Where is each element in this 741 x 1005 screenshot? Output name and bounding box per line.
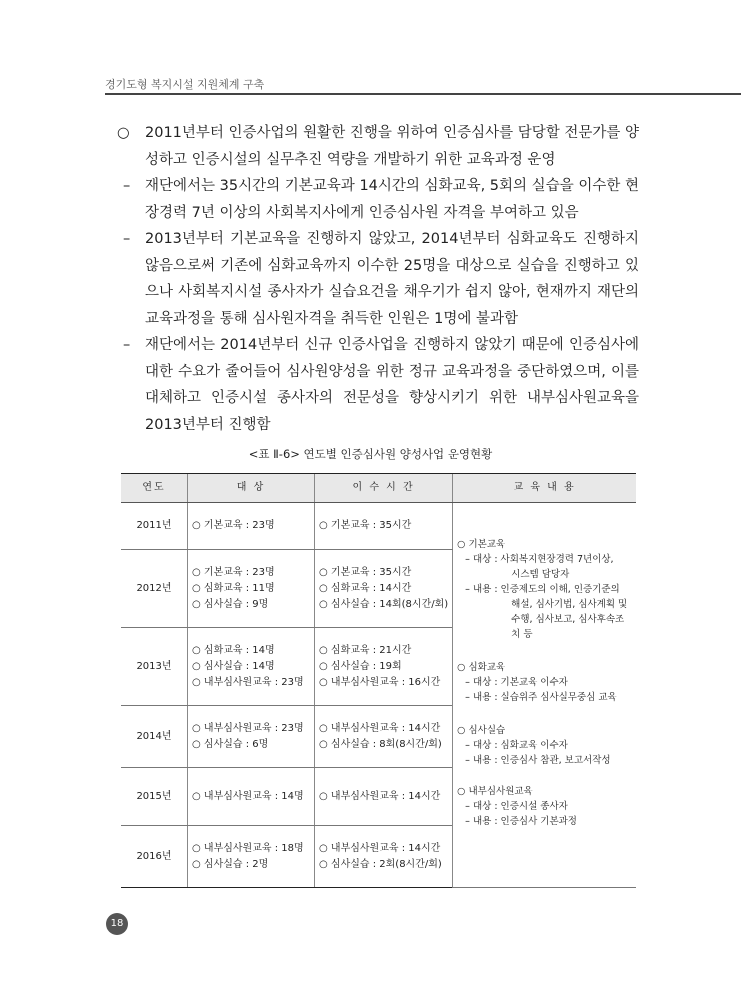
content-line: 시스템 담당자	[511, 569, 570, 580]
target-item: ○ 심사실습 : 6명	[192, 738, 269, 750]
content-line: – 대상 : 사회복지현장경력 7년이상,	[465, 554, 614, 565]
paragraph-text: 2013년부터 기본교육을 진행하지 않았고, 2014년부터 심화교육도 진행하지 않음으로써 기존에 심화교육까지 이수한 25명을 대상으로 실습을 진행하고 있으나 사회복지시설 종사자가 실습요건을 채우기가 쉽지 않아, 현재까지 재단의 교육과정을 통해 심사원자격을 취득한 인원은 1명에 불과함	[145, 231, 639, 327]
table-caption: <표 Ⅱ-6> 연도별 인증심사원 양성사업 운영현황	[248, 447, 493, 461]
year-cell: 2014년	[121, 706, 188, 768]
content-line: – 내용 : 인증심사 기본과정	[465, 816, 577, 827]
year-cell: 2013년	[121, 628, 188, 706]
content-line: 수행, 심사보고, 심사후속조	[511, 614, 625, 625]
year-cell: 2011년	[121, 503, 188, 550]
content-line: 해설, 심사기법, 심사계획 및	[511, 599, 628, 610]
hours-item: ○ 심사실습 : 2회(8시간/회)	[319, 858, 442, 870]
content-line: – 내용 : 실습위주 심사실무중심 교육	[465, 692, 617, 703]
header-hours: 이 수 시 간	[315, 474, 453, 503]
target-item: ○ 기본교육 : 23명	[192, 566, 275, 578]
hours-item: ○ 심사실습 : 14회(8시간/회)	[319, 598, 449, 610]
content-line: ○ 내부심사원교육	[457, 786, 533, 797]
content-line: – 대상 : 기본교육 이수자	[465, 677, 568, 688]
bullet-paragraph	[117, 120, 639, 173]
circle-bullet: ○	[117, 125, 130, 141]
year-cell: 2016년	[121, 826, 188, 888]
hours-cell	[315, 768, 453, 826]
target-cell	[188, 826, 315, 888]
hours-cell	[315, 826, 453, 888]
content-line: 치 등	[511, 629, 533, 640]
hours-item: ○ 내부심사원교육 : 14시간	[319, 722, 441, 734]
hours-cell	[315, 706, 453, 768]
hours-item: ○ 심사실습 : 8회(8시간/회)	[319, 738, 442, 750]
dash-paragraph	[117, 173, 639, 226]
content-cell	[453, 503, 636, 888]
target-item: ○ 기본교육 : 23명	[192, 520, 275, 531]
target-item: ○ 내부심사원교육 : 18명	[192, 842, 304, 854]
content-line: – 내용 : 인증제도의 이해, 인증기준의	[465, 584, 620, 595]
header-content: 교 육 내 용	[453, 474, 636, 503]
dash-bullet: –	[123, 337, 131, 353]
header-rule	[105, 93, 741, 95]
hours-item: ○ 기본교육 : 35시간	[319, 520, 412, 531]
body-text	[117, 120, 639, 438]
content-line: – 대상 : 인증시설 종사자	[465, 801, 568, 812]
hours-item: ○ 내부심사원교육 : 16시간	[319, 676, 441, 688]
hours-cell	[315, 550, 453, 628]
content-line: – 내용 : 인증심사 참관, 보고서작성	[465, 755, 611, 766]
paragraph-text: 2011년부터 인증사업의 원활한 진행을 위하여 인증심사를 담당할 전문가를 양성하고 인증시설의 실무추진 역량을 개발하기 위한 교육과정 운영	[145, 125, 639, 168]
hours-cell	[315, 628, 453, 706]
target-item: ○ 내부심사원교육 : 14명	[192, 790, 304, 802]
hours-item: ○ 기본교육 : 35시간	[319, 566, 412, 578]
year-cell: 2012년	[121, 550, 188, 628]
content-line: – 대상 : 심화교육 이수자	[465, 740, 568, 751]
dash-paragraph	[117, 332, 639, 438]
target-item: ○ 심화교육 : 14명	[192, 644, 275, 656]
running-header: 경기도형 복지시설 지원체계 구축	[105, 78, 265, 91]
target-cell	[188, 706, 315, 768]
content-line: ○ 심화교육	[457, 662, 506, 673]
target-cell	[188, 503, 315, 550]
page-number: 18	[106, 913, 128, 935]
paragraph-text: 재단에서는 35시간의 기본교육과 14시간의 심화교육, 5회의 실습을 이수한 현장경력 7년 이상의 사회복지사에게 인증심사원 자격을 부여하고 있음	[145, 178, 639, 221]
training-table	[121, 473, 636, 888]
hours-item: ○ 심화교육 : 21시간	[319, 644, 412, 656]
header-year: 연도	[121, 474, 188, 503]
hours-item: ○ 심화교육 : 14시간	[319, 582, 412, 594]
hours-item: ○ 심사실습 : 19회	[319, 660, 402, 672]
target-item: ○ 내부심사원교육 : 23명	[192, 722, 304, 734]
hours-item: ○ 내부심사원교육 : 14시간	[319, 842, 441, 854]
target-cell	[188, 628, 315, 706]
header-target: 대 상	[188, 474, 315, 503]
hours-item: ○ 내부심사원교육 : 14시간	[319, 790, 441, 802]
target-item: ○ 심화교육 : 11명	[192, 582, 275, 594]
target-item: ○ 심사실습 : 2명	[192, 858, 269, 870]
dash-paragraph	[117, 226, 639, 332]
target-cell	[188, 550, 315, 628]
hours-cell	[315, 503, 453, 550]
content-line: ○ 심사실습	[457, 725, 506, 736]
content-line: ○ 기본교육	[457, 539, 506, 550]
year-cell: 2015년	[121, 768, 188, 826]
dash-bullet: –	[123, 178, 131, 194]
dash-bullet: –	[123, 231, 131, 247]
target-cell	[188, 768, 315, 826]
target-item: ○ 심사실습 : 14명	[192, 660, 275, 672]
target-item: ○ 내부심사원교육 : 23명	[192, 676, 304, 688]
table-row	[121, 503, 636, 550]
table-header-row	[121, 474, 636, 503]
target-item: ○ 심사실습 : 9명	[192, 598, 269, 610]
paragraph-text: 재단에서는 2014년부터 신규 인증사업을 진행하지 않았기 때문에 인증심사에 대한 수요가 줄어들어 심사원양성을 위한 정규 교육과정을 중단하였으며, 이를 대체하고 인증시설 종사자의 전문성을 향상시키기 위한 내부심사원교육을 2013년부터 진행함	[145, 337, 639, 433]
